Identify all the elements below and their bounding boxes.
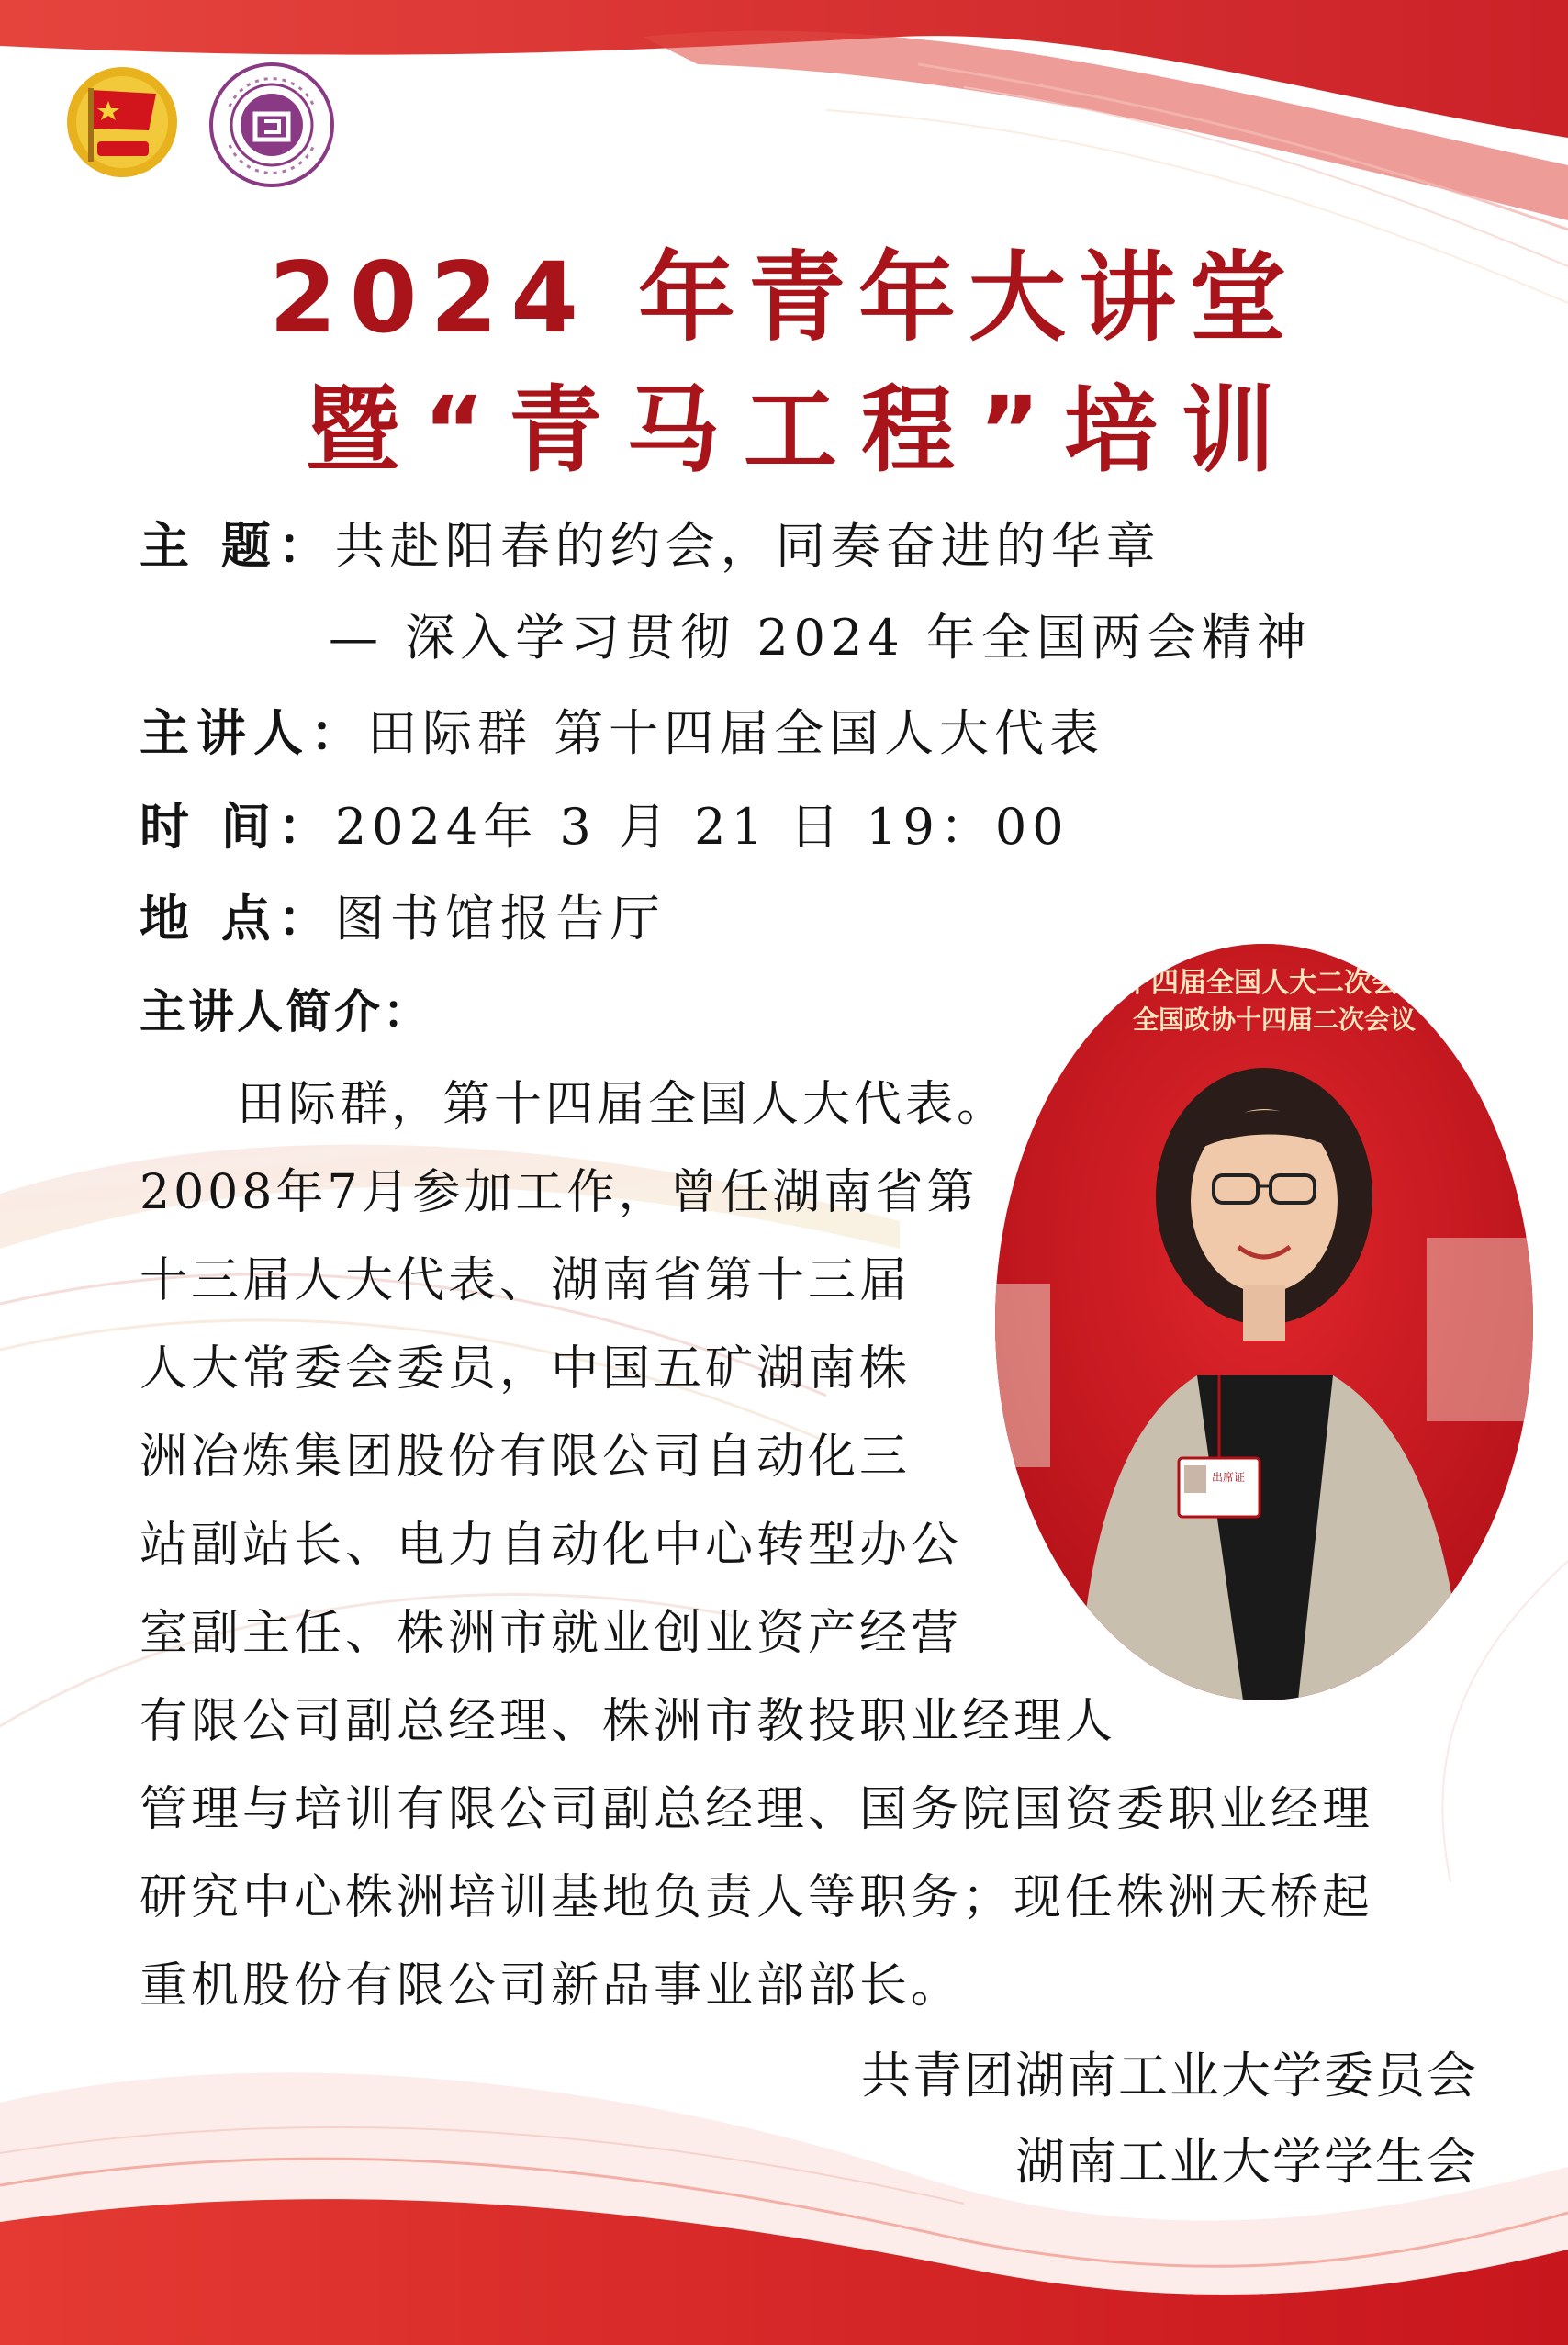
bio-line: 室副主任、株洲市就业创业资产经营: [140, 1606, 963, 1661]
organizer-student-union: 湖南工业大学学生会: [1015, 2133, 1478, 2191]
speaker-line: [140, 694, 1104, 765]
backdrop-text-1: 十四届全国人大二次会议: [1124, 967, 1427, 999]
intro-heading: 主讲人简介：: [140, 985, 431, 1038]
topic-value: 共赴阳春的约会，同奏奋进的华章: [334, 517, 1161, 575]
speaker-value: 田际群 第十四届全国人大代表: [367, 704, 1105, 762]
youth-league-logo: [64, 64, 180, 180]
time-line: [140, 788, 1070, 858]
speaker-label: 主讲人：: [140, 704, 367, 762]
organizer-league: 共青团湖南工业大学委员会: [861, 2047, 1478, 2104]
university-logo: [207, 61, 336, 189]
place-value: 图书馆报告厅: [334, 890, 666, 948]
topic-label: 主 题：: [140, 517, 335, 575]
bio-line: 研究中心株洲培训基地负责人等职务；现任株洲天桥起: [140, 1870, 1374, 1925]
bio-line: 管理与培训有限公司副总经理、国务院国资委职业经理: [140, 1782, 1374, 1837]
bio-line: 洲冶炼集团股份有限公司自动化三: [140, 1430, 912, 1485]
badge-text: 出席证: [1212, 1471, 1246, 1484]
time-label: 时 间：: [140, 798, 335, 856]
bio-line: 田际群，第十四届全国人大代表。: [237, 1077, 1009, 1132]
place-line: [140, 880, 666, 950]
poster-title-line1: 2024 年青年大讲堂: [269, 241, 1299, 354]
bio-line: 重机股份有限公司新品事业部部长。: [140, 1958, 963, 2014]
poster-title-line2: 暨“青马工程”培训: [305, 376, 1300, 486]
topic-line: [140, 507, 1161, 578]
place-label: 地 点：: [140, 890, 335, 948]
backdrop-text-2: 全国政协十四届二次会议: [1133, 1004, 1417, 1035]
bio-line: 2008年7月参加工作，曾任湖南省第: [140, 1165, 979, 1220]
speaker-photo: [995, 944, 1533, 1700]
topic-subtitle: — 深入学习贯彻 2024 年全国两会精神: [329, 609, 1312, 667]
speaker-portrait: [995, 944, 1533, 1700]
bio-line: 人大常委会委员，中国五矿湖南株: [140, 1341, 912, 1397]
bio-line: 有限公司副总经理、株洲市教投职业经理人: [140, 1694, 1117, 1749]
time-value: 2024年 3 月 21 日 19：00: [334, 798, 1070, 856]
bio-line: 站副站长、电力自动化中心转型办公: [140, 1518, 963, 1573]
bio-line: 十三届人大代表、湖南省第十三届: [140, 1253, 912, 1308]
